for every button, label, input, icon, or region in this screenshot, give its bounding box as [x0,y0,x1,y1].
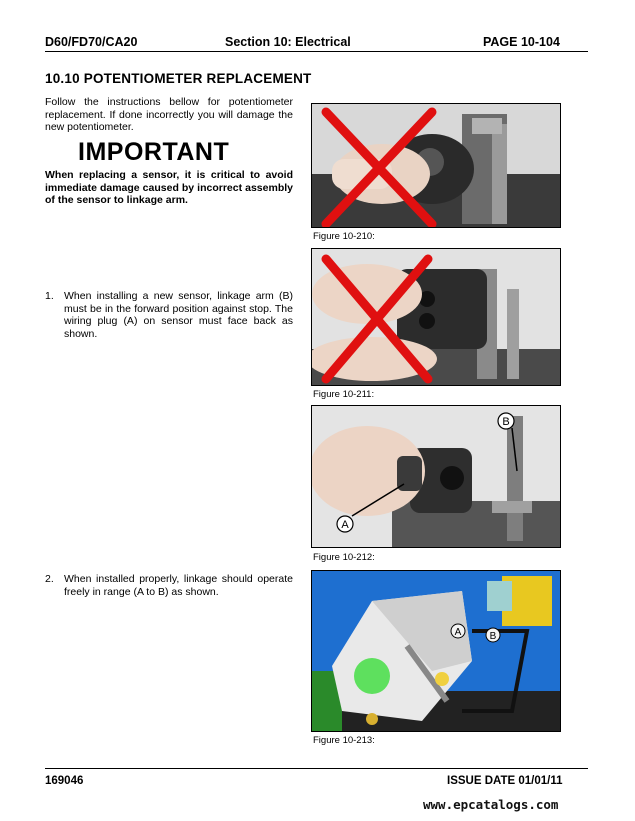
callout-a-icon [451,624,465,638]
callout-b-icon [486,628,500,642]
callout-a-label: A [341,519,349,531]
figure-10-213-image [311,570,561,732]
header-section: Section 10: Electrical [225,35,351,49]
step-2-text: When installed properly, linkage should operate freely in range (A to B) as shown. [64,573,293,598]
figure-10-210-image [311,103,561,228]
callout-a-label: A [454,627,462,638]
figure-10-213-caption: Figure 10-213: [313,735,375,746]
warning-paragraph: When replacing a sensor, it is critical to avoid immediate damage caused by incorrect assembly of the sensor to linkage arm. [45,169,293,206]
step-1-text: When installing a new sensor, linkage arm (B) must be in the forward position against stop. The wiring plug (A) on sensor must face back as shown. [64,290,293,340]
figure-10-211-caption: Figure 10-211: [313,389,375,400]
footer-divider [45,768,588,769]
step-2 [45,573,293,598]
header-model: D60/FD70/CA20 [45,35,138,49]
step-2-number: 2. [45,573,54,585]
footer-doc-number: 169046 [45,775,84,787]
footer-issue-date: ISSUE DATE 01/01/11 [447,775,563,787]
important-heading: IMPORTANT [78,138,230,166]
header-page: PAGE 10-104 [483,35,560,49]
figure-10-212-caption: Figure 10-212: [313,552,375,563]
callout-b-label: B [502,416,510,428]
watermark-link[interactable]: www.epcatalogs.com [423,797,559,812]
callout-a-icon [337,516,353,532]
figure-10-212-image [311,405,561,548]
figure-10-211-image [311,248,561,386]
figure-10-210-caption: Figure 10-210: [313,231,375,242]
intro-paragraph: Follow the instructions bellow for potentiometer replacement. If done incorrectly you will damage the new potentiometer. [45,96,293,133]
section-title: 10.10 POTENTIOMETER REPLACEMENT [45,71,312,86]
step-1 [45,290,293,340]
callout-b-icon [498,413,514,429]
callout-b-label: B [489,631,497,642]
header-divider [45,51,588,52]
step-1-number: 1. [45,290,54,302]
